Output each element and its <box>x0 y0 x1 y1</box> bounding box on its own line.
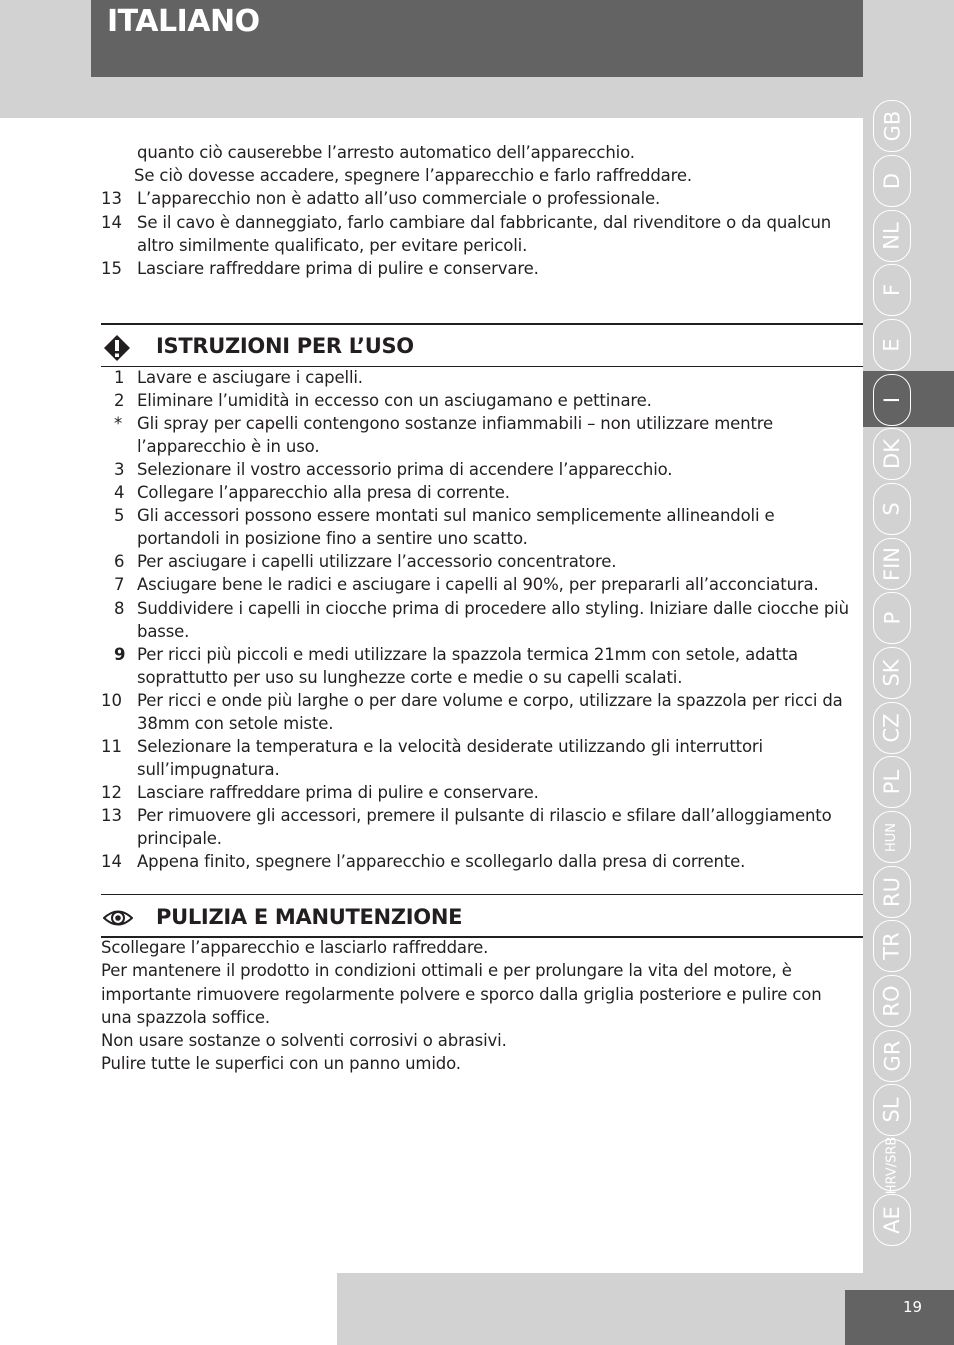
text-line: Se ciò dovesse accadere, spegnere l’apparecchio e farlo raffreddare. <box>134 166 692 185</box>
item-number: 13 <box>101 806 122 825</box>
tab-ro[interactable]: RO <box>873 975 911 1027</box>
section-title: PULIZIA E MANUTENZIONE <box>156 905 463 929</box>
page-number-box <box>845 1290 954 1345</box>
item-number: 2 <box>114 391 125 410</box>
item-text: Collegare l’apparecchio alla presa di corrente. <box>137 483 510 502</box>
tab-gr[interactable]: GR <box>873 1030 911 1082</box>
tab-d[interactable]: D <box>873 155 911 207</box>
paragraph-line: importante rimuovere regolarmente polvere e sporco dalla griglia posteriore e pulire con <box>101 985 822 1004</box>
item-text: Lavare e asciugare i capelli. <box>137 368 363 387</box>
item-text: Suddividere i capelli in ciocche prima di procedere allo styling. Iniziare dalle ciocche più <box>137 599 849 618</box>
tab-fin[interactable]: FIN <box>873 538 911 590</box>
item-text: principale. <box>137 829 222 848</box>
item-text: basse. <box>137 622 190 641</box>
tab-f[interactable]: F <box>873 264 911 316</box>
item-number: 8 <box>114 599 125 618</box>
tab-ru[interactable]: RU <box>873 866 911 918</box>
eye-icon <box>103 908 133 928</box>
text-line: quanto ciò causerebbe l’arresto automatico dell’apparecchio. <box>137 143 635 162</box>
tab-nl[interactable]: NL <box>873 210 911 262</box>
paragraph-line: Pulire tutte le superfici con un panno umido. <box>101 1054 461 1073</box>
section-title: ISTRUZIONI PER L’USO <box>156 334 414 358</box>
item-number: 1 <box>114 368 125 387</box>
item-text: Per asciugare i capelli utilizzare l’accessorio concentratore. <box>137 552 617 571</box>
tab-hun[interactable]: HUN <box>873 811 911 863</box>
item-text: Appena finito, spegnere l’apparecchio e scollegarlo dalla presa di corrente. <box>137 852 746 871</box>
tab-e[interactable]: E <box>873 319 911 371</box>
page-number: 19 <box>903 1298 923 1316</box>
item-text: 38mm con setole miste. <box>137 714 334 733</box>
item-number: 14 <box>101 852 122 871</box>
item-text: Lasciare raffreddare prima di pulire e conservare. <box>137 783 539 802</box>
item-number: 13 <box>101 189 122 208</box>
item-number: 5 <box>114 506 125 525</box>
paragraph-line: una spazzola soffice. <box>101 1008 271 1027</box>
item-text: soprattutto per uso su lunghezze corte e medie o su capelli scalati. <box>137 668 683 687</box>
item-text: Se il cavo è danneggiato, farlo cambiare dal fabbricante, dal rivenditore o da qualcun <box>137 213 832 232</box>
item-text: Per ricci più piccoli e medi utilizzare la spazzola termica 21mm con setole, adatta <box>137 645 798 664</box>
item-text: sull’impugnatura. <box>137 760 280 779</box>
header-bar <box>91 0 863 77</box>
item-number: 14 <box>101 213 122 232</box>
paragraph-line: Scollegare l’apparecchio e lasciarlo raffreddare. <box>101 938 489 957</box>
tab-cz[interactable]: CZ <box>873 702 911 754</box>
tab-i[interactable]: I <box>873 374 911 426</box>
item-text: Per rimuovere gli accessori, premere il pulsante di rilascio e sfilare dall’alloggiamento <box>137 806 832 825</box>
item-number: 12 <box>101 783 122 802</box>
item-number: 15 <box>101 259 122 278</box>
item-text: Selezionare il vostro accessorio prima di accendere l’apparecchio. <box>137 460 673 479</box>
tab-sk[interactable]: SK <box>873 647 911 699</box>
item-text: Lasciare raffreddare prima di pulire e conservare. <box>137 259 539 278</box>
item-text: portandoli in posizione fino a sentire uno scatto. <box>137 529 528 548</box>
item-text: Gli spray per capelli contengono sostanze infiammabili – non utilizzare mentre <box>137 414 774 433</box>
item-number: 6 <box>114 552 125 571</box>
tab-tr[interactable]: TR <box>873 920 911 972</box>
item-text: Per ricci e onde più larghe o per dare volume e corpo, utilizzare la spazzola per ricci da <box>137 691 843 710</box>
item-text: Asciugare bene le radici e asciugare i capelli al 90%, per prepararli all’acconciatura. <box>137 575 819 594</box>
item-number: * <box>114 414 123 433</box>
item-text: Selezionare la temperatura e la velocità desiderate utilizzando gli interruttori <box>137 737 763 756</box>
item-number: 3 <box>114 460 125 479</box>
tab-dk[interactable]: DK <box>873 428 911 480</box>
item-text: L’apparecchio non è adatto all’uso commerciale o professionale. <box>137 189 661 208</box>
item-text: l’apparecchio è in uso. <box>137 437 320 456</box>
item-text: altro similmente qualificato, per evitare pericoli. <box>137 236 528 255</box>
tab-p[interactable]: P <box>873 592 911 644</box>
tab-s[interactable]: S <box>873 483 911 535</box>
paragraph-line: Non usare sostanze o solventi corrosivi o abrasivi. <box>101 1031 507 1050</box>
tab-ae[interactable]: AE <box>873 1194 911 1246</box>
item-text: Gli accessori possono essere montati sul manico semplicemente allineandoli e <box>137 506 775 525</box>
bottom-strip <box>0 1273 337 1345</box>
item-number: 4 <box>114 483 125 502</box>
item-number: 9 <box>114 645 126 664</box>
item-number: 11 <box>101 737 122 756</box>
page-title: ITALIANO <box>107 4 260 39</box>
tab-gb[interactable]: GB <box>873 100 911 152</box>
tab-hrv-srb[interactable]: HRV/SRB <box>873 1139 911 1191</box>
tab-sl[interactable]: SL <box>873 1084 911 1136</box>
paragraph-line: Per mantenere il prodotto in condizioni ottimali e per prolungare la vita del motore, è <box>101 961 792 980</box>
section-rule-top <box>101 894 863 895</box>
section-rule-top <box>101 323 863 325</box>
tab-pl[interactable]: PL <box>873 756 911 808</box>
item-number: 7 <box>114 575 125 594</box>
item-text: Eliminare l’umidità in eccesso con un asciugamano e pettinare. <box>137 391 652 410</box>
item-number: 10 <box>101 691 122 710</box>
warning-icon <box>103 334 131 362</box>
